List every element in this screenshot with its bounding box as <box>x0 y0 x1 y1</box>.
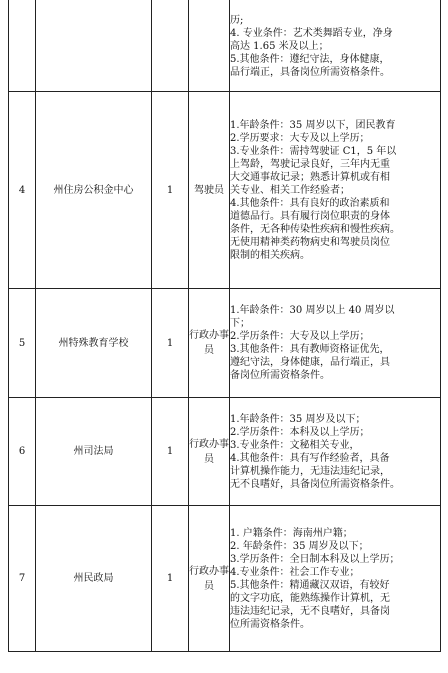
condition-line: 无使用精神类药物病史和驾驶员岗位 <box>230 236 390 248</box>
conditions-cell <box>230 398 441 506</box>
condition-line: 1. 户籍条件：海南州户籍； <box>230 527 353 539</box>
condition-line: 违法违纪记录，无不良嗜好，具备岗 <box>230 605 390 617</box>
condition-line: 历; <box>230 14 244 26</box>
recruitment-table-body <box>9 0 441 652</box>
condition-line: 2.学历条件：本科及以上学历； <box>230 426 370 438</box>
conditions-cell <box>230 0 441 92</box>
condition-line: 3.其他条件：具有教师资格证优先， <box>230 344 390 355</box>
row-number: 7 <box>9 506 36 652</box>
condition-line: 道德品行。具有履行岗位职责的身体 <box>230 210 390 222</box>
condition-line: 下； <box>230 318 250 329</box>
employer-unit: 州住房公积金中心 <box>36 92 152 289</box>
condition-line: 2.学历条件：大专及以上学历； <box>230 331 370 342</box>
row-number: 5 <box>9 289 36 398</box>
employer-unit <box>36 0 152 92</box>
condition-line: 5.其他条件：遵纪守法，身体健康， <box>230 53 390 65</box>
condition-line: 3.专业条件：文秘相关专业， <box>230 439 360 451</box>
table-row <box>9 0 441 92</box>
condition-line: 的文字功底，能熟练操作计算机，无 <box>230 592 390 604</box>
row-number <box>9 0 36 92</box>
condition-line: 1.年龄条件：30 周岁以上 40 周岁以 <box>230 305 395 316</box>
condition-line: 无不良嗜好，具备岗位所需资格条件。 <box>230 478 400 490</box>
condition-line: 高达 1.65 米及以上； <box>230 40 329 52</box>
condition-line: 2. 年龄条件：35 周岁及以下； <box>230 540 369 552</box>
condition-line: 4.其他条件：具有良好的政治素质和 <box>230 197 390 209</box>
employer-unit: 州民政局 <box>36 506 152 652</box>
position-count: 1 <box>152 398 189 506</box>
condition-line: 4.其他条件：具有写作经验者，具备 <box>230 452 390 464</box>
condition-line: 3.专业条件：需持驾驶证 C1，5 年以 <box>230 145 397 157</box>
conditions-cell <box>230 289 441 398</box>
condition-line: 品行端正，具备岗位所需资格条件。 <box>230 66 390 78</box>
condition-line: 计算机操作能力，无违法违纪记录， <box>230 465 390 477</box>
position-name: 行政办事员 <box>189 398 230 506</box>
position-count: 1 <box>152 506 189 652</box>
employer-unit: 州司法局 <box>36 398 152 506</box>
condition-line: 5.其他条件：精通藏汉双语，有较好 <box>230 579 390 591</box>
condition-line: 3.学历条件：全日制本科及以上学历； <box>230 553 400 565</box>
position-name <box>189 0 230 92</box>
condition-line: 关专业、相关工作经验者； <box>230 184 350 196</box>
table-row <box>9 289 441 398</box>
conditions-cell <box>230 506 441 652</box>
position-name: 驾驶员 <box>189 92 230 289</box>
condition-line: 上驾龄，驾驶记录良好，三年内无重 <box>230 158 390 170</box>
condition-line: 2.学历要求：大专及以上学历； <box>230 132 370 144</box>
conditions-cell <box>230 92 441 289</box>
position-count <box>152 0 189 92</box>
condition-line: 位所需资格条件。 <box>230 618 310 630</box>
condition-line: 4. 专业条件：艺术类舞蹈专业，净身 <box>230 27 393 39</box>
condition-line: 遵纪守法，身体健康，品行端正，具 <box>230 357 390 368</box>
condition-line: 条件，无各种传染性疾病和慢性疾病。 <box>230 223 400 235</box>
condition-line: 限制的相关疾病。 <box>230 249 310 261</box>
row-number: 6 <box>9 398 36 506</box>
position-count: 1 <box>152 289 189 398</box>
condition-line: 1.年龄条件：35 周岁以下，团民教育 <box>230 119 396 131</box>
table-row <box>9 506 441 652</box>
condition-line: 1.年龄条件：35 周岁及以下； <box>230 413 366 425</box>
condition-line: 备岗位所需资格条件。 <box>230 370 330 381</box>
row-number: 4 <box>9 92 36 289</box>
position-name: 行政办事员 <box>189 289 230 398</box>
employer-unit: 州特殊教育学校 <box>36 289 152 398</box>
condition-line: 4.专业条件：社会工作专业； <box>230 566 360 578</box>
condition-line: 大交通事故记录；熟悉计算机或有相 <box>230 171 390 183</box>
recruitment-table <box>8 0 441 652</box>
table-row <box>9 92 441 289</box>
position-name: 行政办事员 <box>189 506 230 652</box>
position-count: 1 <box>152 92 189 289</box>
table-row <box>9 398 441 506</box>
